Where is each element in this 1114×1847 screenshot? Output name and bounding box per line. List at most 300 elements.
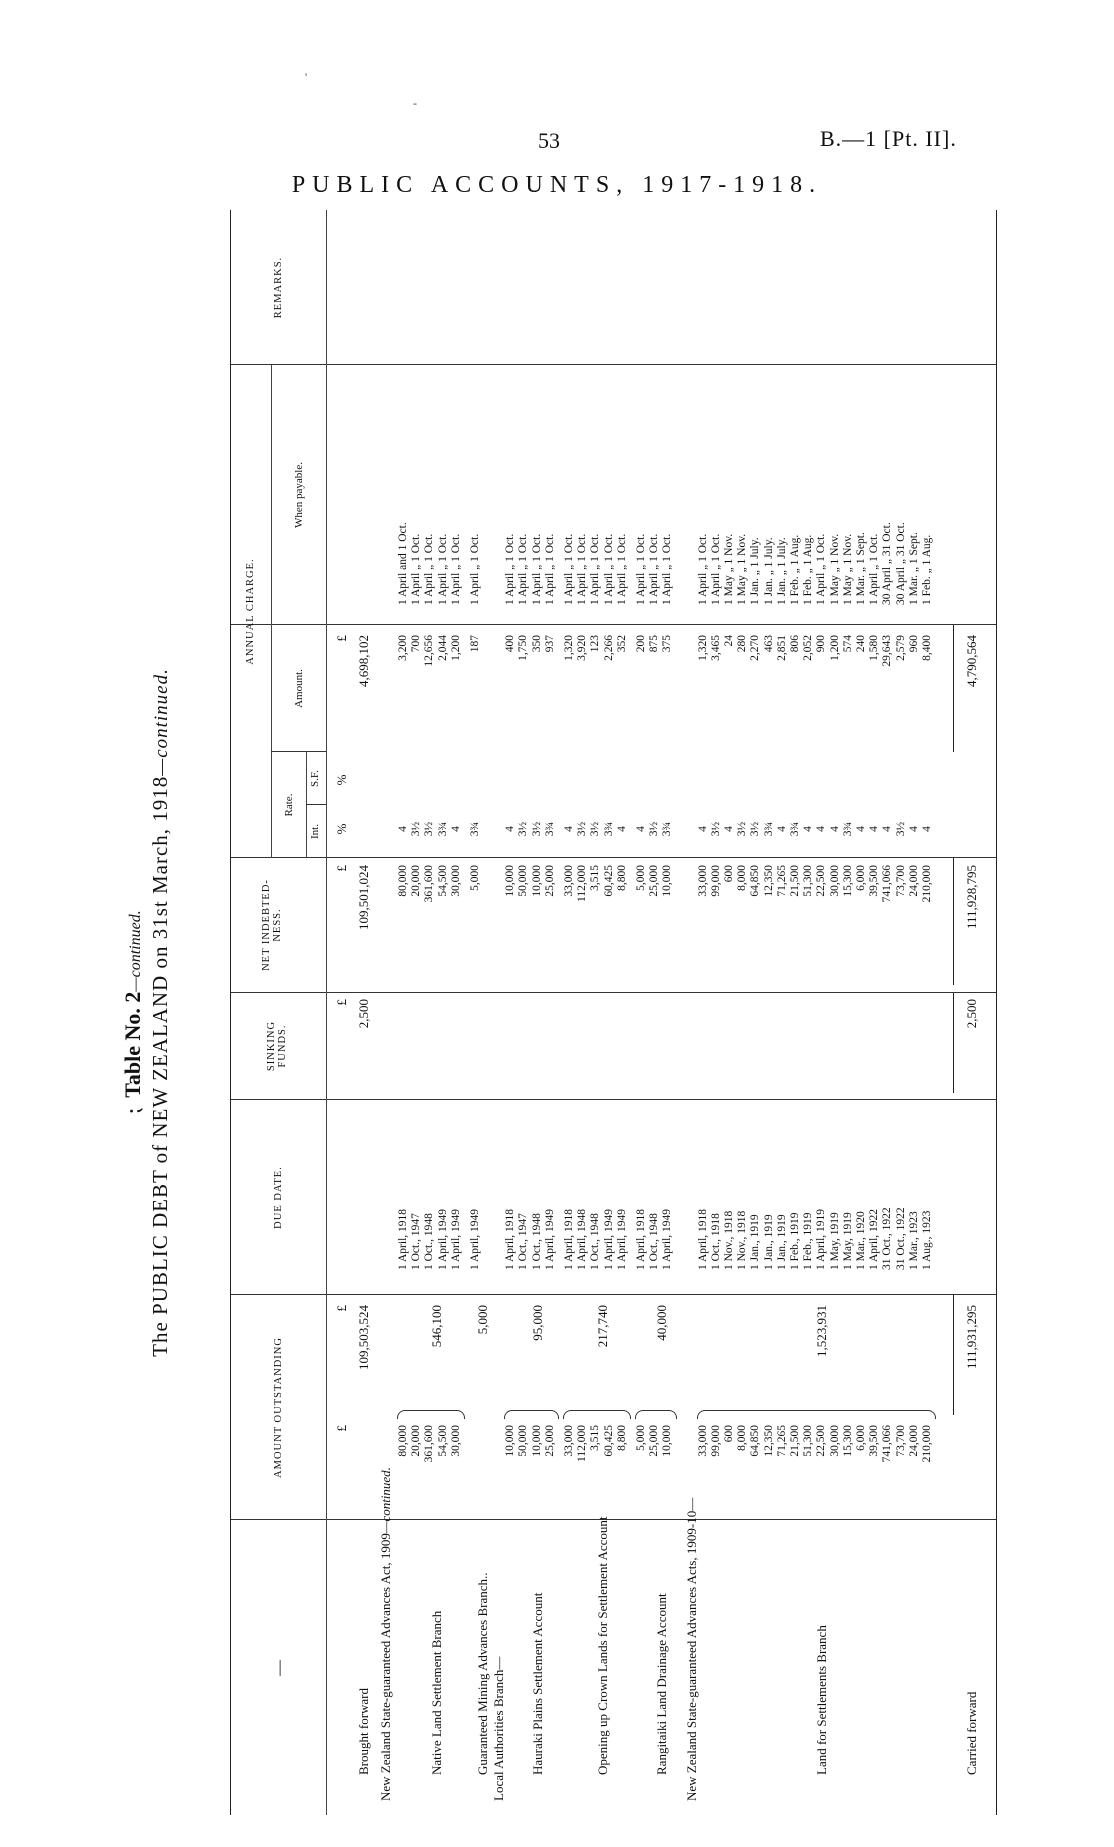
net-cell: 50,000 (517, 865, 530, 897)
header-due-date: DUE DATE. (273, 1166, 284, 1229)
section-total: 546,100 (429, 1305, 444, 1348)
net-cell: 361,600 (423, 865, 436, 903)
table-row (855, 210, 868, 1815)
when-payable-cell: 1 May „ 1 Nov. (736, 533, 749, 605)
due-date-cell: 1 April, 1918 (504, 1208, 517, 1270)
annual-charge-cell: 1,200 (449, 635, 462, 661)
interest-rate-cell: 3¾ (661, 821, 674, 837)
when-payable-cell: 1 April „ 1 Oct. (868, 533, 881, 605)
report-reference: B.—1 [Pt. II]. (820, 126, 957, 151)
interest-rate-cell: 4 (696, 826, 709, 832)
amount-cell: 80,000 (397, 1425, 409, 1457)
when-payable-cell: 1 April „ 1 Oct. (602, 533, 615, 605)
act-1909-10-heading: New Zealand State-guaranteed Advances Acts, 1909-10— (683, 1497, 699, 1801)
amount-cell: 20,000 (410, 1425, 423, 1457)
carried-forward-annual: 4,790,564 (964, 635, 979, 687)
due-date-cell: 1 Oct., 1948 (589, 1213, 602, 1270)
interest-rate-cell: 4 (504, 826, 517, 832)
section-total: 1,523,931 (814, 1305, 830, 1357)
amount-cell: 10,000 (504, 1425, 517, 1457)
when-payable-cell: 1 April „ 1 Oct. (410, 533, 423, 605)
when-payable-cell: 1 Feb. „ 1 Aug. (921, 534, 933, 605)
table-row (397, 210, 410, 1815)
table-row (576, 210, 589, 1815)
interest-rate-cell: 4 (802, 826, 815, 832)
section-label-text: Hauraki Plains Settlement Account (529, 1592, 545, 1775)
section-total: 5,000 (474, 1305, 490, 1335)
amount-cell: 73,700 (894, 1425, 907, 1457)
net-cell: 64,850 (749, 865, 762, 897)
carried-forward-amount: 111,931,295 (964, 1305, 979, 1370)
amount-cell: 210,000 (921, 1425, 933, 1463)
net-cell: 24,000 (907, 865, 920, 897)
due-date-cell: 1 Jan., 1919 (749, 1214, 762, 1270)
annual-charge-cell: 2,044 (436, 635, 449, 661)
section-total: 217,740 (595, 1305, 610, 1348)
table-row (868, 210, 881, 1815)
header-when-payable: When payable. (293, 462, 305, 528)
table-row (504, 210, 517, 1815)
stray-mark: ' (305, 70, 308, 84)
due-date-cell: 1 Oct., 1918 (709, 1213, 722, 1270)
header-sinking-funds: SINKING FUNDS. (266, 1020, 288, 1072)
annual-charge-cell: 806 (789, 635, 801, 653)
amount-cell: 30,000 (449, 1425, 462, 1457)
when-payable-cell: 1 April „ 1 Oct. (709, 533, 722, 605)
interest-rate-cell: 3¾ (543, 821, 556, 837)
interest-rate-cell: 3¾ (436, 821, 449, 837)
interest-rate-cell: 4 (615, 826, 628, 832)
annual-charge-cell: 24 (723, 635, 735, 647)
interest-rate-cell: 3½ (736, 821, 749, 837)
header-int: Int. (309, 824, 321, 839)
table-row (908, 210, 921, 1815)
amount-cell: 54,500 (436, 1425, 449, 1457)
rotated-table-page (120, 210, 1000, 1815)
table-title-main: Table No. 2 (120, 991, 145, 1098)
carried-forward-net: 111,928,795 (964, 865, 979, 930)
section-total: 40,000 (653, 1305, 669, 1341)
annual-charge-cell: 875 (648, 635, 661, 653)
due-date-cell: 1 Mar., 1920 (855, 1211, 867, 1270)
amount-cell: 50,000 (517, 1425, 530, 1457)
annual-charge-cell: 1,200 (828, 635, 841, 661)
section-label (424, 210, 449, 1815)
due-date-cell: 1 April, 1918 (397, 1208, 409, 1270)
table-subtitle (148, 210, 173, 1815)
due-date-cell: 1 May, 1919 (828, 1212, 841, 1270)
page-heading: PUBLIC ACCOUNTS, 1917-1918. (291, 172, 823, 198)
interest-rate-cell: 3¾ (469, 821, 481, 837)
table-row (410, 210, 423, 1815)
due-date-cell: 1 April, 1949 (602, 1208, 615, 1270)
annual-charge-cell: 280 (736, 635, 749, 653)
annual-charge-cell: 352 (615, 635, 628, 653)
interest-rate-cell: 3¾ (762, 821, 775, 837)
when-payable-cell: 1 Jan. „ 1 July. (749, 537, 762, 605)
amount-cell: 24,000 (907, 1425, 920, 1457)
section-label-text: Rangitaiki Land Drainage Account (653, 1593, 669, 1775)
annual-charge-cell: 900 (815, 635, 828, 653)
amount-cell: 21,500 (789, 1425, 801, 1457)
table-row (842, 210, 855, 1815)
when-payable-cell: 1 April „ 1 Oct. (815, 533, 828, 605)
when-payable-cell: 1 April „ 1 Oct. (517, 533, 530, 605)
section-brace (504, 1410, 559, 1419)
table-row (563, 210, 576, 1815)
due-date-cell: 1 Oct., 1948 (648, 1213, 661, 1270)
net-cell: 60,425 (602, 865, 615, 897)
due-date-cell: 1 April, 1949 (436, 1208, 449, 1270)
section-label (470, 210, 495, 1815)
due-date-cell: 1 April, 1949 (449, 1208, 462, 1270)
annual-charge-cell: 3,465 (709, 635, 722, 661)
when-payable-cell: 1 April „ 1 Oct. (635, 533, 647, 605)
header-remarks: REMARKS. (273, 256, 284, 319)
net-cell: 5,000 (635, 865, 647, 891)
interest-rate-cell: 4 (828, 826, 841, 832)
brought-forward-annual: 4,698,102 (356, 635, 371, 687)
interest-rate-cell: 3½ (709, 821, 722, 837)
net-cell: 39,500 (868, 865, 881, 897)
amount-cell: 3,515 (589, 1425, 602, 1451)
section-label-text: Land for Settlements Branch (814, 1625, 830, 1775)
amount-cell: 25,000 (648, 1425, 661, 1457)
when-payable-cell: 1 April „ 1 Oct. (563, 533, 575, 605)
amount-cell: 51,300 (802, 1425, 815, 1457)
annual-charge-cell: 187 (469, 635, 481, 653)
brought-forward-row (351, 210, 376, 1815)
net-cell: 12,350 (762, 865, 775, 897)
amount-cell: 10,000 (530, 1425, 543, 1457)
carried-forward-row (959, 210, 984, 1815)
due-date-cell: 1 Nov., 1918 (736, 1210, 749, 1270)
interest-rate-cell: 4 (921, 826, 933, 832)
amount-cell: 10,000 (661, 1425, 674, 1457)
interest-rate-cell: 4 (868, 826, 881, 832)
net-cell: 30,000 (828, 865, 841, 897)
annual-charge-cell: 3,200 (397, 635, 409, 661)
annual-charge-cell: 2,266 (602, 635, 615, 661)
table-title (120, 210, 146, 1815)
annual-charge-cell: 2,851 (775, 635, 788, 661)
due-date-cell: 1 Aug., 1923 (921, 1210, 933, 1270)
annual-charge-cell: 1,320 (696, 635, 709, 661)
when-payable-cell: 1 May „ 1 Nov. (841, 533, 854, 605)
net-cell: 210,000 (921, 865, 933, 903)
net-cell: 73,700 (894, 865, 907, 897)
amount-cell: 33,000 (696, 1425, 709, 1457)
annual-charge-cell: 2,579 (894, 635, 907, 661)
table-subtitle-main: The PUBLIC DEBT of NEW ZEALAND on 31st March, 1918 (148, 775, 172, 1357)
due-date-cell: 1 April, 1949 (615, 1208, 628, 1270)
interest-rate-cell: 3½ (423, 821, 436, 837)
annual-charge-cell: 400 (504, 635, 517, 653)
net-cell: 80,000 (397, 865, 409, 897)
when-payable-cell: 1 Mar. „ 1 Sept. (907, 532, 920, 605)
section-label-text: Native Land Settlement Branch (429, 1610, 444, 1775)
annual-charge-cell: 29,643 (881, 635, 894, 667)
local-authorities-heading: Local Authorities Branch— (491, 1656, 507, 1801)
net-cell: 10,000 (504, 865, 517, 897)
interest-rate-cell: 4 (775, 826, 788, 832)
interest-rate-cell: 4 (815, 826, 828, 832)
due-date-cell: 1 April, 1919 (815, 1208, 828, 1270)
interest-rate-cell: 4 (907, 826, 920, 832)
section-label-text: Guaranteed Mining Advances Branch.. (474, 1572, 490, 1775)
brought-forward-amount: 109,503,524 (356, 1305, 371, 1370)
annual-charge-cell: 937 (543, 635, 556, 653)
net-cell: 5,000 (469, 865, 481, 891)
table-row (921, 210, 934, 1815)
amount-cell: 30,000 (828, 1425, 841, 1457)
when-payable-cell: 30 April „ 31 Oct. (881, 522, 894, 605)
when-payable-cell: 1 Jan. „ 1 July. (775, 537, 788, 605)
interest-rate-cell: 3¾ (789, 821, 801, 837)
when-payable-cell: 1 April „ 1 Oct. (696, 533, 709, 605)
header-net-indebtedness: NET INDEBTED-NESS. (261, 879, 283, 971)
interest-rate-cell: 3¾ (602, 821, 615, 837)
when-payable-cell: 1 April „ 1 Oct. (449, 533, 462, 605)
debt-table (230, 210, 997, 1815)
due-date-cell: 1 Nov., 1918 (723, 1210, 735, 1270)
net-cell: 51,300 (802, 865, 815, 897)
due-date-cell: 1 April, 1949 (543, 1208, 556, 1270)
when-payable-cell: 1 Mar. „ 1 Sept. (855, 532, 867, 605)
annual-charge-cell: 1,750 (517, 635, 530, 661)
table-row (450, 210, 463, 1815)
interest-rate-cell: 3½ (749, 821, 762, 837)
annual-charge-cell: 1,580 (868, 635, 881, 661)
when-payable-cell: 1 May „ 1 Nov. (723, 533, 735, 605)
interest-rate-cell: 3½ (589, 821, 602, 837)
table-row (881, 210, 894, 1815)
interest-rate-cell: 3½ (530, 821, 543, 837)
brought-forward-net: 109,501,024 (356, 865, 371, 930)
table-row (736, 210, 749, 1815)
page-number: 53 (538, 128, 560, 153)
net-cell: 6,000 (855, 865, 867, 891)
net-cell: 33,000 (563, 865, 575, 897)
when-payable-cell: 1 May „ 1 Nov. (828, 533, 841, 605)
annual-charge-cell: 2,052 (802, 635, 815, 661)
when-payable-cell: 1 April „ 1 Oct. (543, 533, 556, 605)
table-row (723, 210, 736, 1815)
annual-charge-cell: 200 (635, 635, 647, 653)
header-sf: S.F. (309, 770, 321, 787)
amount-cell: 741,066 (881, 1425, 894, 1463)
when-payable-cell: 1 April „ 1 Oct. (504, 533, 517, 605)
when-payable-cell: 1 Feb. „ 1 Aug. (789, 534, 801, 605)
due-date-cell: 1 April, 1949 (661, 1208, 674, 1270)
when-payable-cell: 1 April „ 1 Oct. (423, 533, 436, 605)
when-payable-cell: 1 Feb. „ 1 Aug. (802, 534, 815, 605)
amount-cell: 5,000 (635, 1425, 647, 1451)
annual-charge-cell: 960 (907, 635, 920, 653)
table-row (697, 210, 710, 1815)
due-date-cell: 1 Oct., 1947 (517, 1213, 530, 1270)
when-payable-cell: 1 April „ 1 Oct. (530, 533, 543, 605)
annual-charge-cell: 123 (589, 635, 602, 653)
due-date-cell: 31 Oct., 1922 (881, 1207, 894, 1270)
net-cell: 741,066 (881, 865, 894, 903)
annual-charge-cell: 700 (410, 635, 423, 653)
table-title-cont: —continued. (127, 910, 144, 992)
table-row (749, 210, 762, 1815)
when-payable-cell: 1 April „ 1 Oct. (661, 533, 674, 605)
interest-rate-cell: 3¾ (841, 821, 854, 837)
section-total: 95,000 (529, 1305, 545, 1341)
when-payable-cell: 1 Jan. „ 1 July. (762, 537, 775, 605)
amount-cell: 8,000 (736, 1425, 749, 1451)
annual-charge-cell: 3,920 (576, 635, 589, 661)
amount-cell: 39,500 (868, 1425, 881, 1457)
table-row (776, 210, 789, 1815)
net-cell: 600 (723, 865, 735, 883)
amount-cell: 8,800 (615, 1425, 628, 1451)
header-description: — (271, 1659, 288, 1676)
interest-rate-cell: 4 (723, 826, 735, 832)
when-payable-cell: 30 April „ 31 Oct. (894, 522, 907, 605)
due-date-cell: 1 Mar., 1923 (907, 1211, 920, 1270)
interest-rate-cell: 3½ (517, 821, 530, 837)
section-brace (397, 1410, 465, 1419)
interest-rate-cell: 4 (635, 826, 647, 832)
stray-mark: - (413, 96, 417, 110)
carried-forward-sinking: 2,500 (964, 999, 979, 1029)
section-label (525, 210, 550, 1815)
due-date-cell: 1 Oct., 1948 (423, 1213, 436, 1270)
carried-forward-label: Carried forward (964, 1691, 979, 1775)
annual-charge-cell: 8,400 (921, 635, 933, 661)
units-row: £ £ £ £ % % £ (334, 635, 349, 1432)
net-cell: 25,000 (648, 865, 661, 897)
table-row (895, 210, 908, 1815)
table-row (635, 210, 648, 1815)
due-date-cell: 1 April, 1922 (868, 1208, 881, 1270)
net-cell: 10,000 (661, 865, 674, 897)
section-label (590, 210, 615, 1815)
net-cell: 21,500 (789, 865, 801, 897)
due-date-cell: 31 Oct., 1922 (894, 1207, 907, 1270)
amount-cell: 71,265 (775, 1425, 788, 1457)
due-date-cell: 1 Oct., 1947 (410, 1213, 423, 1270)
net-cell: 3,515 (589, 865, 602, 891)
annual-charge-cell: 463 (762, 635, 775, 653)
section-label (649, 210, 674, 1815)
net-cell: 15,300 (841, 865, 854, 897)
when-payable-cell: 1 April „ 1 Oct. (615, 533, 628, 605)
annual-charge-cell: 12,656 (423, 635, 436, 667)
net-cell: 99,000 (709, 865, 722, 897)
when-payable-cell: 1 April „ 1 Oct. (648, 533, 661, 605)
header-amount: Amount. (293, 669, 305, 708)
header-rate: Rate. (283, 793, 295, 817)
due-date-cell: 1 Feb., 1919 (789, 1212, 801, 1270)
table-row (616, 210, 629, 1815)
when-payable-cell: 1 April „ 1 Oct. (436, 533, 449, 605)
amount-cell: 33,000 (563, 1425, 575, 1457)
net-cell: 8,800 (615, 865, 628, 891)
amount-cell: 99,000 (709, 1425, 722, 1457)
interest-rate-cell: 3½ (576, 821, 589, 837)
section-brace (635, 1410, 677, 1419)
amount-cell: 361,600 (423, 1425, 436, 1463)
amount-cell: 12,350 (762, 1425, 775, 1457)
annual-charge-cell: 375 (661, 635, 674, 653)
due-date-cell: 1 April, 1918 (635, 1208, 647, 1270)
amount-cell: 22,500 (815, 1425, 828, 1457)
interest-rate-cell: 4 (855, 826, 867, 832)
net-cell: 112,000 (576, 865, 589, 902)
due-date-cell: 1 April, 1948 (576, 1208, 589, 1270)
section-label-text: Opening up Crown Lands for Settlement Account (595, 1516, 610, 1775)
table-subtitle-cont: —continued. (151, 668, 172, 776)
interest-rate-cell: 4 (563, 826, 575, 832)
amount-cell: 25,000 (543, 1425, 556, 1457)
net-cell: 20,000 (410, 865, 423, 897)
section-label (809, 210, 834, 1815)
annual-charge-cell: 350 (530, 635, 543, 653)
annual-charge-cell: 574 (841, 635, 854, 653)
brought-forward-label: Brought forward (356, 1687, 371, 1775)
brought-forward-sinking: 2,500 (356, 999, 371, 1029)
due-date-cell: 1 April, 1918 (563, 1208, 575, 1270)
due-date-cell: 1 April, 1918 (696, 1208, 709, 1270)
section-brace (697, 1410, 937, 1419)
when-payable-cell: 1 April „ 1 Oct. (576, 533, 589, 605)
table-row (789, 210, 802, 1815)
section-brace (563, 1410, 631, 1419)
due-date-cell: 1 Jan., 1919 (775, 1214, 788, 1270)
interest-rate-cell: 4 (449, 826, 462, 832)
when-payable-cell: 1 April „ 1 Oct. (469, 533, 481, 605)
net-cell: 54,500 (436, 865, 449, 897)
amount-cell: 60,425 (602, 1425, 615, 1457)
due-date-cell: 1 Feb., 1919 (802, 1212, 815, 1270)
net-cell: 22,500 (815, 865, 828, 897)
annual-charge-cell: 1,320 (563, 635, 575, 661)
amount-cell: 15,300 (841, 1425, 854, 1457)
interest-rate-cell: 3½ (410, 821, 423, 837)
due-date-cell: 1 April, 1949 (469, 1208, 481, 1270)
amount-cell: 64,850 (749, 1425, 762, 1457)
table-marker: ⁏ (120, 1107, 145, 1115)
when-payable-cell: 1 April „ 1 Oct. (589, 533, 602, 605)
due-date-cell: 1 Oct., 1948 (530, 1213, 543, 1270)
interest-rate-cell: 3½ (894, 821, 907, 837)
annual-charge-cell: 240 (855, 635, 867, 653)
table-row (763, 210, 776, 1815)
act-1909-heading: New Zealand State-guaranteed Advances Act, 1909—continued. (378, 1467, 393, 1801)
header-amount-outstanding: AMOUNT OUTSTANDING (273, 1337, 284, 1478)
due-date-cell: 1 May, 1919 (841, 1212, 854, 1270)
interest-rate-cell: 4 (397, 826, 409, 832)
net-cell: 30,000 (449, 865, 462, 897)
due-date-cell: 1 Jan., 1919 (762, 1214, 775, 1270)
net-cell: 8,000 (736, 865, 749, 891)
net-cell: 33,000 (696, 865, 709, 897)
amount-cell: 6,000 (855, 1425, 867, 1451)
net-cell: 25,000 (543, 865, 556, 897)
when-payable-cell: 1 April and 1 Oct. (397, 522, 409, 605)
amount-cell: 600 (723, 1425, 735, 1443)
interest-rate-cell: 4 (881, 826, 894, 832)
header-annual-charge: ANNUAL CHARGE. (245, 558, 256, 665)
amount-cell: 112,000 (576, 1425, 589, 1462)
net-cell: 71,265 (775, 865, 788, 897)
interest-rate-cell: 3½ (648, 821, 661, 837)
